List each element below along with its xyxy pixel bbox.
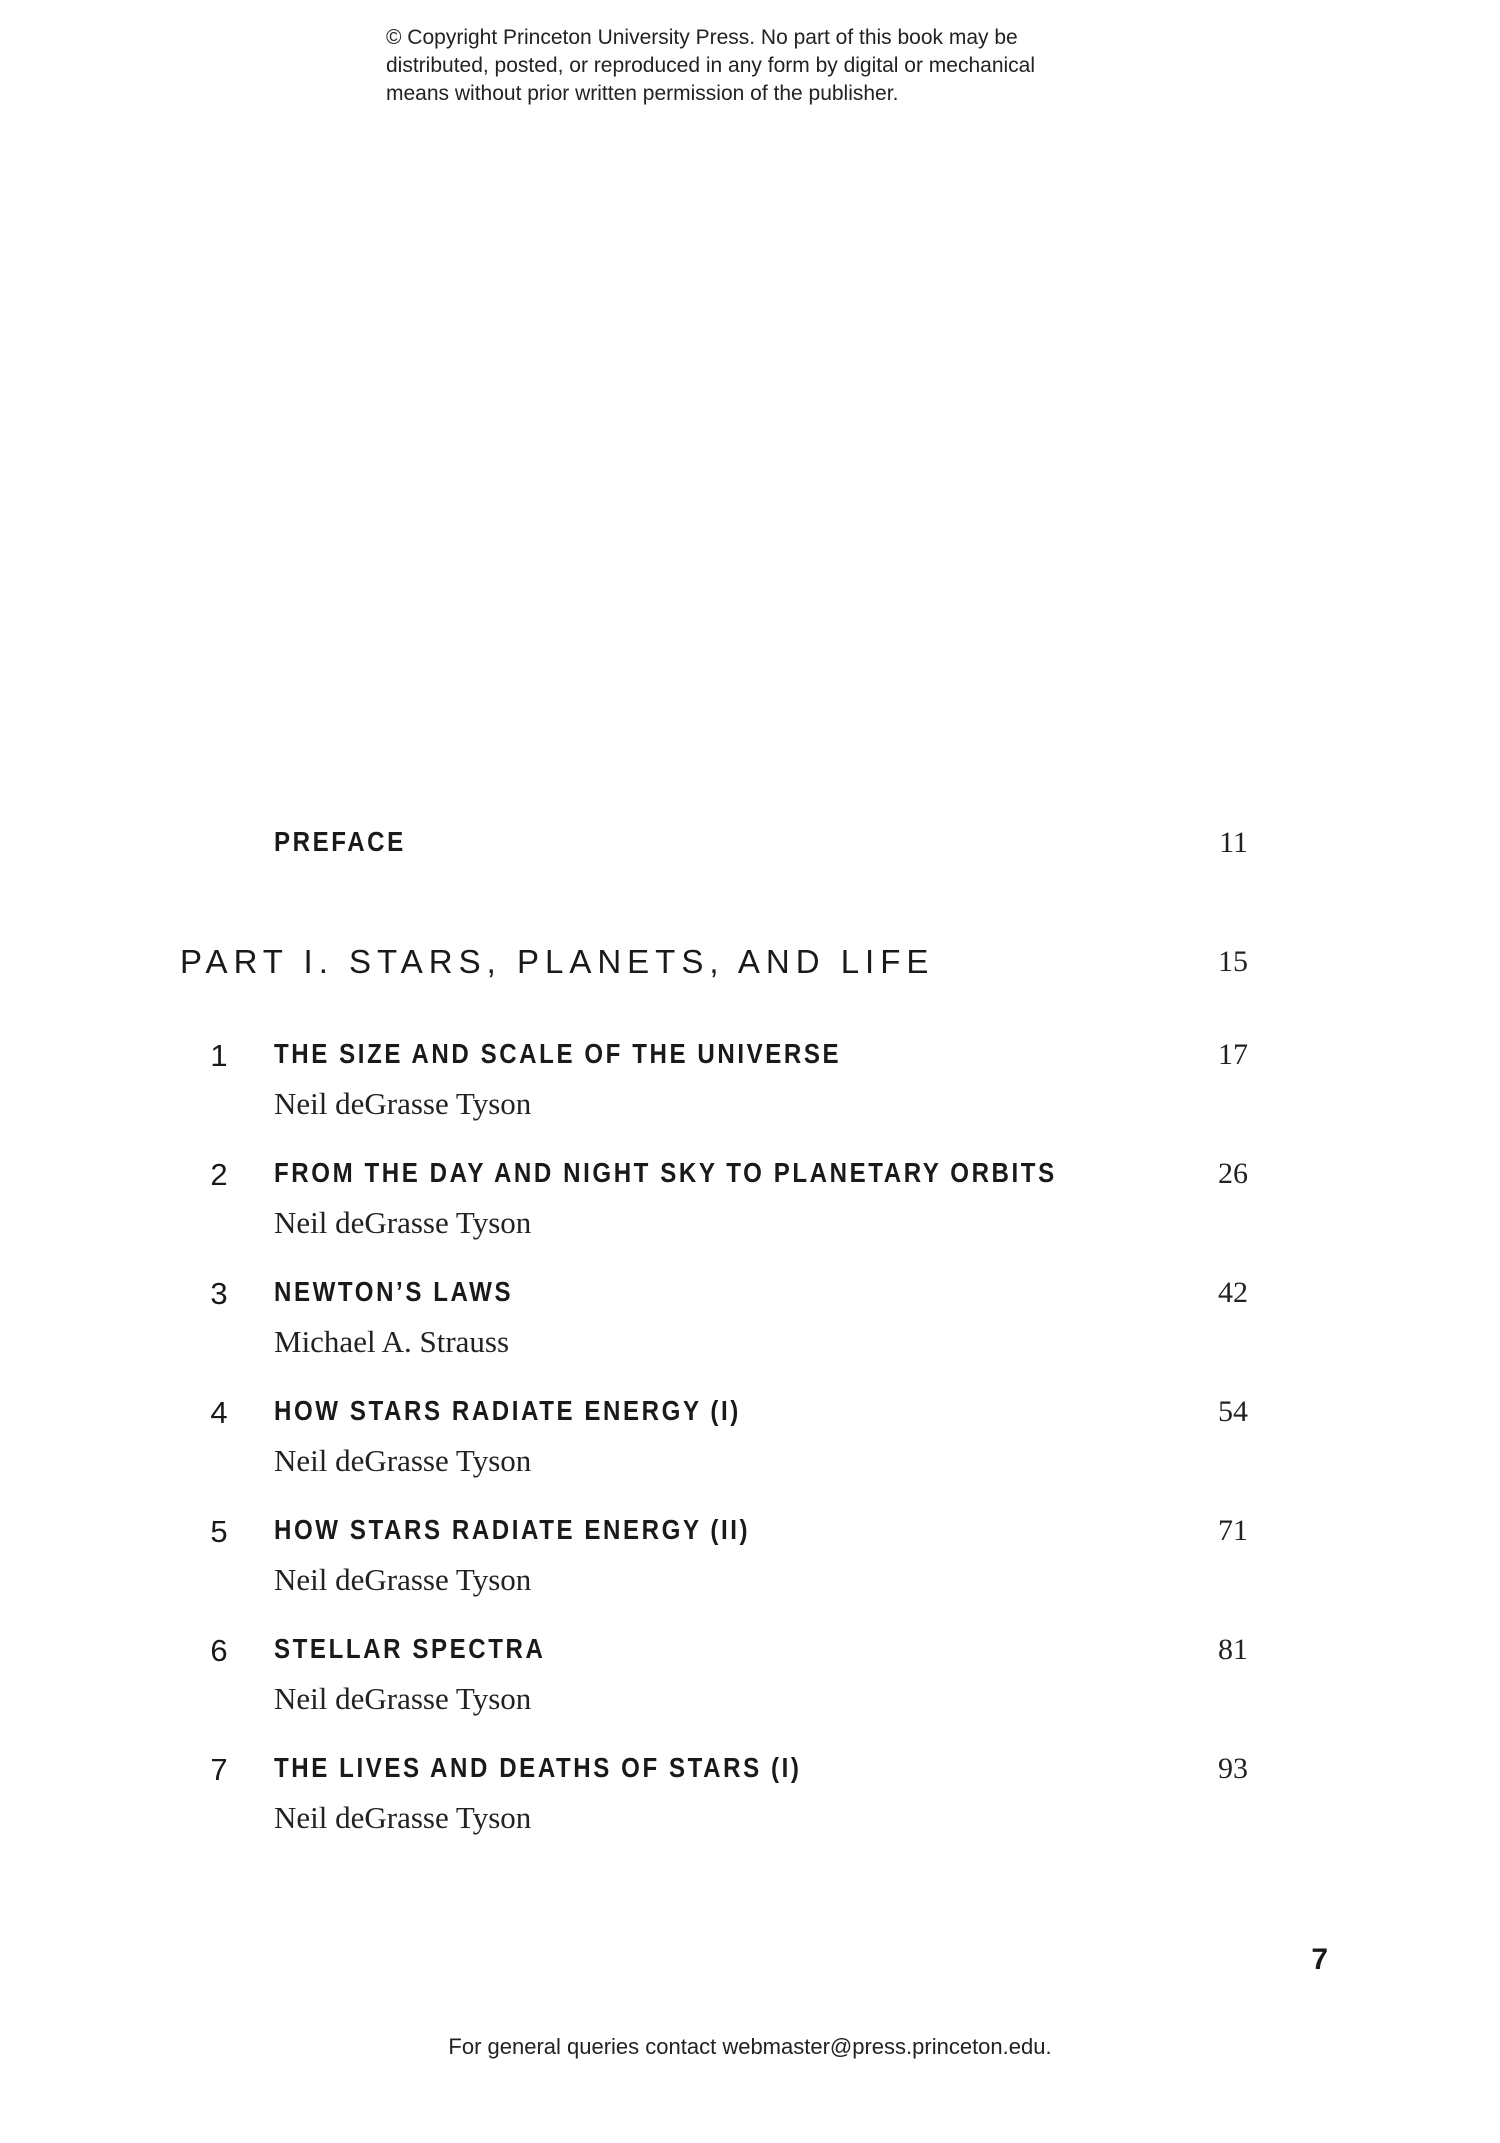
footer-contact: For general queries contact webmaster@press.princeton.edu. bbox=[448, 2034, 1052, 2059]
chapter-number: 3 bbox=[210, 1276, 228, 1311]
chapter-number: 5 bbox=[210, 1514, 228, 1549]
copyright-line: © Copyright Princeton University Press. No part of this book may be bbox=[386, 26, 1018, 49]
copyright-line: means without prior written permission of the publisher. bbox=[386, 82, 899, 105]
chapter-title: STELLAR SPECTRA bbox=[274, 1633, 546, 1664]
chapter-author: Neil deGrasse Tyson bbox=[274, 1086, 532, 1121]
chapter-title: HOW STARS RADIATE ENERGY (II) bbox=[274, 1514, 751, 1545]
chapter-title: NEWTON’S LAWS bbox=[274, 1276, 514, 1307]
chapter-page-number: 17 bbox=[1218, 1038, 1248, 1071]
chapter-author: Neil deGrasse Tyson bbox=[274, 1205, 532, 1240]
part-title: PART I. STARS, PLANETS, AND LIFE bbox=[180, 943, 935, 980]
chapter-title: FROM THE DAY AND NIGHT SKY TO PLANETARY ORBITS bbox=[274, 1157, 1057, 1188]
chapter-number: 7 bbox=[210, 1752, 228, 1787]
chapter-page-number: 93 bbox=[1218, 1752, 1248, 1785]
chapter-author: Neil deGrasse Tyson bbox=[274, 1681, 532, 1716]
chapter-number: 6 bbox=[210, 1633, 228, 1668]
page-folio: 7 bbox=[1311, 1943, 1328, 1976]
chapter-page-number: 42 bbox=[1218, 1276, 1248, 1309]
chapter-title: THE LIVES AND DEATHS OF STARS (I) bbox=[274, 1752, 802, 1783]
copyright-notice bbox=[386, 24, 1146, 108]
chapter-title: THE SIZE AND SCALE OF THE UNIVERSE bbox=[274, 1038, 842, 1069]
preface-title: PREFACE bbox=[274, 826, 406, 857]
copyright-line: distributed, posted, or reproduced in any form by digital or mechanical bbox=[386, 54, 1036, 77]
preface-page-number: 11 bbox=[1219, 826, 1248, 859]
chapter-number: 1 bbox=[210, 1038, 228, 1073]
chapter-page-number: 81 bbox=[1218, 1633, 1248, 1666]
chapter-title: HOW STARS RADIATE ENERGY (I) bbox=[274, 1395, 741, 1426]
chapter-author: Neil deGrasse Tyson bbox=[274, 1443, 532, 1478]
chapter-author: Michael A. Strauss bbox=[274, 1324, 510, 1359]
chapter-page-number: 54 bbox=[1218, 1395, 1248, 1428]
chapter-author: Neil deGrasse Tyson bbox=[274, 1800, 532, 1835]
chapter-number: 2 bbox=[210, 1157, 228, 1192]
chapter-number: 4 bbox=[210, 1395, 228, 1430]
chapter-page-number: 26 bbox=[1218, 1157, 1248, 1190]
chapter-author: Neil deGrasse Tyson bbox=[274, 1562, 532, 1597]
part-page-number: 15 bbox=[1218, 945, 1248, 978]
chapter-page-number: 71 bbox=[1218, 1514, 1248, 1547]
